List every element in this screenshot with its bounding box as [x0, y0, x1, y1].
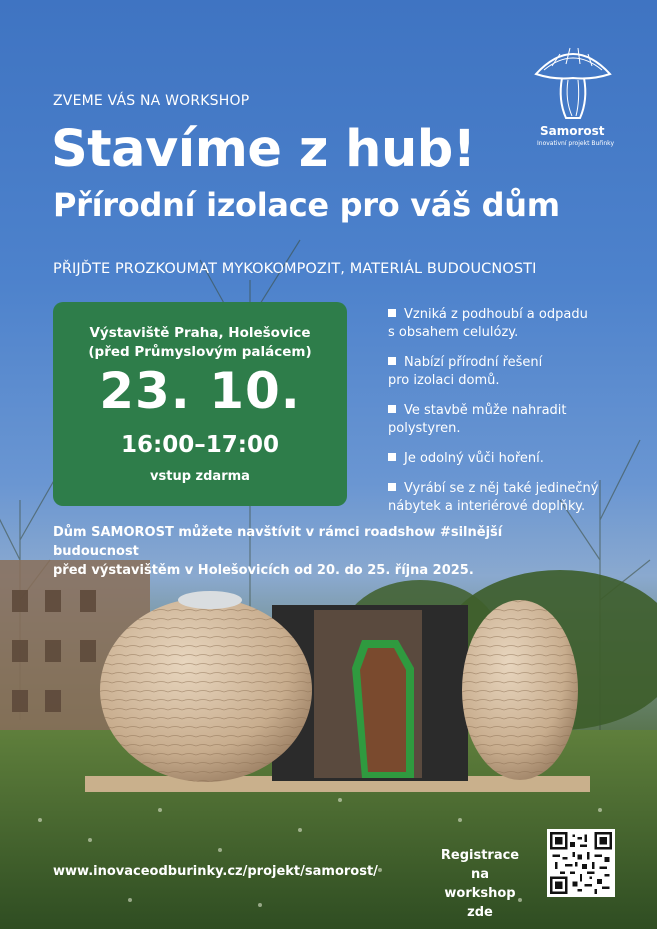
event-time: 16:00–17:00	[121, 432, 279, 458]
event-card	[53, 302, 347, 506]
list-item: Je odolný vůči hoření.	[388, 450, 628, 468]
bullet-square-icon	[388, 483, 396, 491]
registration-line-2: workshop zde	[444, 886, 516, 920]
roadshow-note	[53, 523, 573, 580]
mushroom-logo-icon	[532, 40, 614, 122]
registration-text	[432, 846, 528, 922]
brand-name: Samorost	[540, 124, 605, 138]
tagline: PŘIJĎTE PROZKOUMAT MYKOKOMPOZIT, MATERIÁL BUDOUCNOSTI	[53, 261, 537, 277]
project-url-link[interactable]: www.inovaceodburinky.cz/projekt/samorost/	[53, 864, 378, 879]
note-line-2: před výstavištěm v Holešovicích od 20. do 25. října 2025.	[53, 563, 474, 578]
note-line-1: Dům SAMOROST můžete navštívit v rámci roadshow #silnější budoucnost	[53, 525, 503, 559]
venue-line-2: (před Průmyslovým palácem)	[88, 344, 312, 360]
bullet-square-icon	[388, 309, 396, 317]
feature-list	[388, 306, 628, 528]
registration-line-1: Registrace na	[440, 848, 520, 882]
bullet-square-icon	[388, 453, 396, 461]
list-item: Vzniká z podhoubí a odpadu s obsahem celulózy.	[388, 307, 588, 340]
event-entry: vstup zdarma	[150, 469, 250, 484]
kicker: ZVEME VÁS NA WORKSHOP	[53, 93, 250, 109]
bullet-square-icon	[388, 357, 396, 365]
bullet-square-icon	[388, 405, 396, 413]
event-venue	[53, 324, 347, 362]
list-item: Nabízí přírodní řešení pro izolaci domů.	[388, 355, 543, 388]
list-item: Vyrábí se z něj také jedinečný nábytek a interiérové doplňky.	[388, 481, 599, 514]
page-title: Stavíme z hub!	[51, 120, 476, 179]
brand-caption: Inovativní projekt Buřinky	[537, 140, 614, 147]
event-date: 23. 10.	[99, 362, 301, 420]
venue-line-1: Výstaviště Praha, Holešovice	[89, 325, 311, 341]
qr-code-icon[interactable]	[547, 829, 615, 897]
page-subtitle: Přírodní izolace pro váš dům	[53, 186, 560, 224]
list-item: Ve stavbě může nahradit polystyren.	[388, 403, 567, 436]
